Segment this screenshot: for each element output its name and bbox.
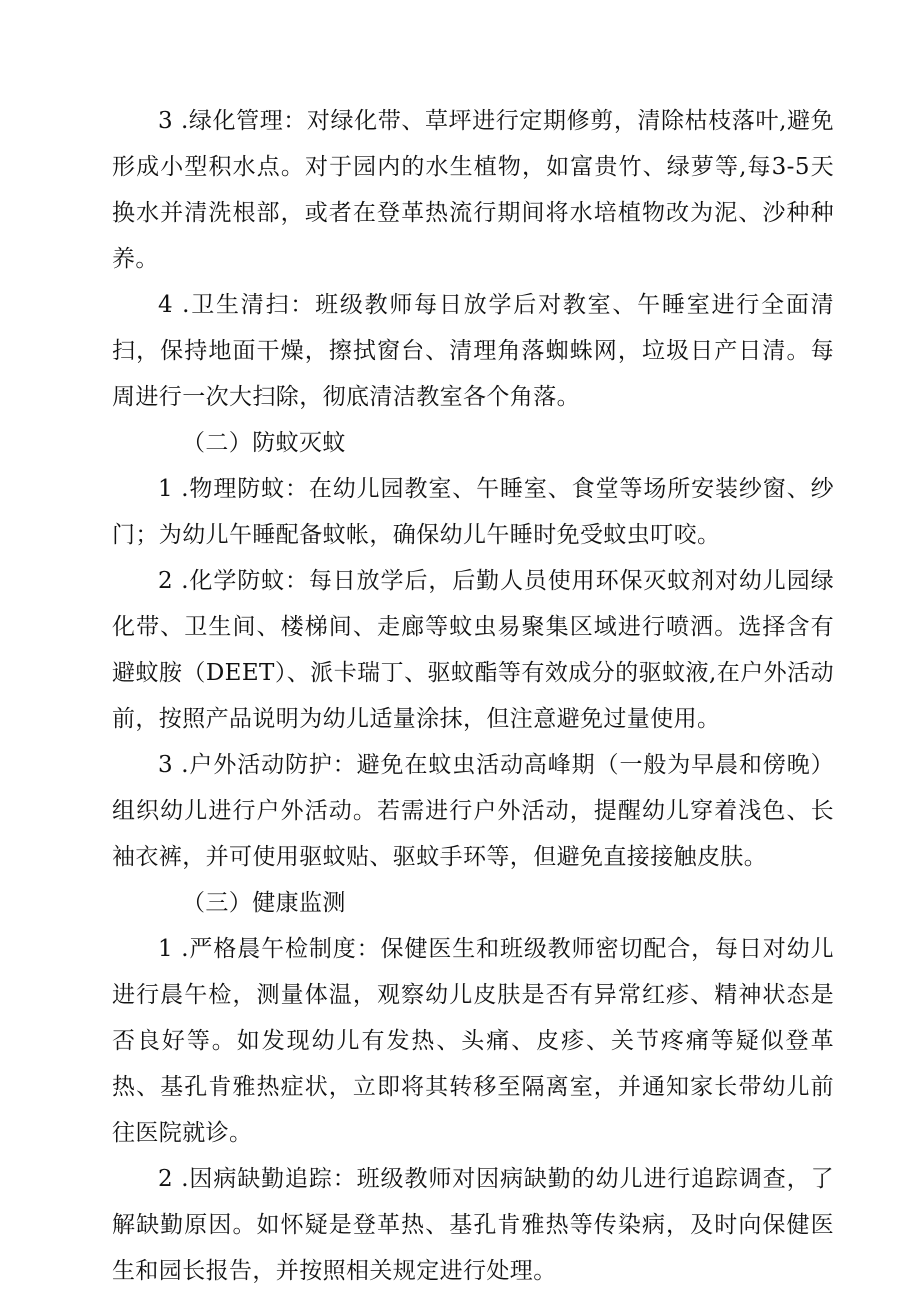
paragraph-outdoor-activity-protection: 3 .户外活动防护：避免在蚊虫活动高峰期（一般为早晨和傍晚）组织幼儿进行户外活动。若需进行户外活动，提醒幼儿穿着浅色、长袖衣裤，并可使用驱蚊贴、驱蚊手环等，但避免直接接触皮肤。 (112, 752, 834, 870)
section-heading-mosquito-control: （二）防蚊灭蚊 (182, 430, 346, 456)
paragraph-morning-check-system: 1 .严格晨午检制度：保健医生和班级教师密切配合，每日对幼儿进行晨午检，测量体温，观察幼儿皮肤是否有异常红疹、精神状态是否良好等。如发现幼儿有发热、头痛、皮疹、关节疼痛等疑似登革热、基孔肯雅热症状，立即将其转移至隔离室，并通知家长带幼儿前往医院就诊。 (112, 936, 834, 1146)
document-body (112, 98, 834, 1294)
section-heading-health-monitoring: （三）健康监测 (182, 890, 346, 916)
paragraph-absence-tracking: 2 .因病缺勤追踪：班级教师对因病缺勤的幼儿进行追踪调查，了解缺勤原因。如怀疑是登革热、基孔肯雅热等传染病，及时向保健医生和园长报告，并按照相关规定进行处理。 (112, 1166, 834, 1284)
paragraph-physical-mosquito-prevention: 1 .物理防蚊：在幼儿园教室、午睡室、食堂等场所安装纱窗、纱门；为幼儿午睡配备蚊帐，确保幼儿午睡时免受蚊虫叮咬。 (112, 476, 834, 548)
paragraph-greening-management: 3 .绿化管理：对绿化带、草坪进行定期修剪，清除枯枝落叶,避免形成小型积水点。对于园内的水生植物，如富贵竹、绿萝等,每3-5天换水并清洗根部，或者在登革热流行期间将水培植物改为泥、沙种种养。 (112, 108, 834, 272)
paragraph-sanitation-cleaning: 4 .卫生清扫：班级教师每日放学后对教室、午睡室进行全面清扫，保持地面干燥，擦拭窗台、清理角落蜘蛛网，垃圾日产日清。每周进行一次大扫除，彻底清洁教室各个角落。 (112, 292, 834, 410)
paragraph-chemical-mosquito-prevention: 2 .化学防蚊：每日放学后，后勤人员使用环保灭蚊剂对幼儿园绿化带、卫生间、楼梯间、走廊等蚊虫易聚集区域进行喷洒。选择含有避蚊胺（DEET）、派卡瑞丁、驱蚊酯等有效成分的驱蚊液,在户外活动前，按照产品说明为幼儿适量涂抹，但注意避免过量使用。 (112, 568, 834, 732)
